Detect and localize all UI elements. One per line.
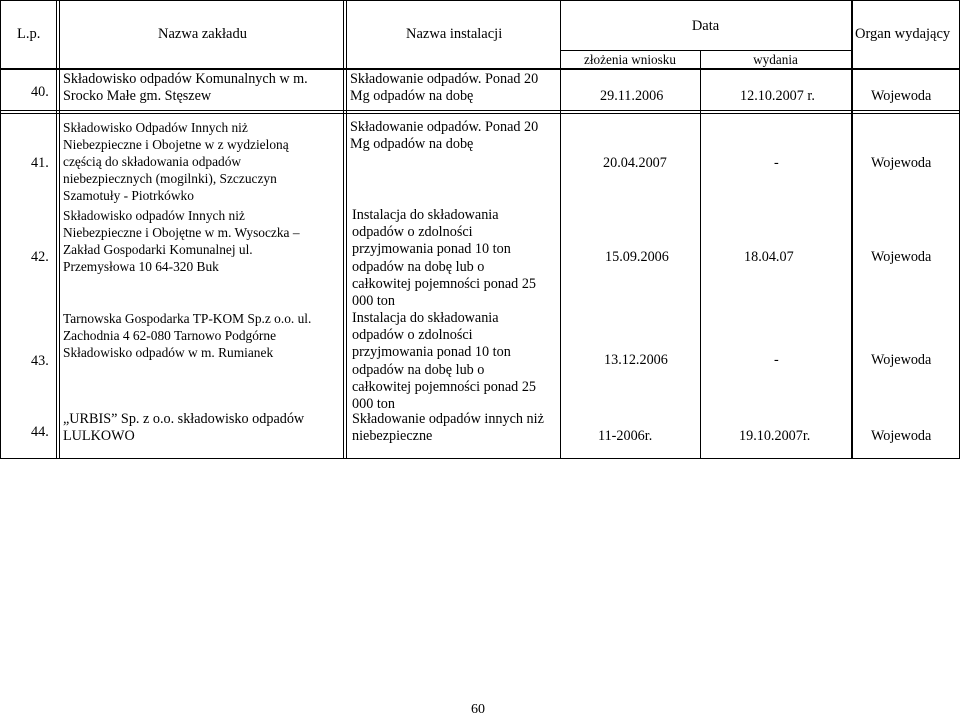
row-organ: Wojewoda xyxy=(871,428,932,444)
row-lp: 41. xyxy=(31,155,49,171)
header-lp: L.p. xyxy=(17,26,41,42)
header-nazwa-instalacji: Nazwa instalacji xyxy=(406,26,503,42)
row-nazwa-zakladu: Składowisko Odpadów Innych niż Niebezpieczne i Obojetne w z wydzieloną częścią do składowania odpadów niebezpiecznych (mogilnki), Szczuczyn Szamotuły - Piotrkówko xyxy=(63,120,289,203)
row-nazwa-zakladu: „URBIS” Sp. z o.o. składowisko odpadów LULKOWO xyxy=(63,411,305,445)
row-nazwa-instalacji: Składowanie odpadów. Ponad 20 Mg odpadów na dobę xyxy=(350,119,539,153)
row-organ: Wojewoda xyxy=(871,155,932,171)
row-nazwa-instalacji: Składowanie odpadów. Ponad 20 Mg odpadów na dobę xyxy=(350,71,539,105)
row-data-wydania: 12.10.2007 r. xyxy=(740,88,815,104)
row-data-zlozenia: 20.04.2007 xyxy=(603,155,667,171)
row-data-zlozenia: 15.09.2006 xyxy=(605,249,669,265)
row-lp: 42. xyxy=(31,249,49,265)
row-organ: Wojewoda xyxy=(871,249,932,265)
row-data-zlozenia: 11-2006r. xyxy=(598,428,653,444)
row-data-zlozenia: 13.12.2006 xyxy=(604,352,668,368)
row-data-zlozenia: 29.11.2006 xyxy=(600,88,664,104)
row-organ: Wojewoda xyxy=(871,352,932,368)
row-nazwa-zakladu: Składowisko odpadów Komunalnych w m. Srocko Małe gm. Stęszew xyxy=(63,71,308,105)
header-wydania: wydania xyxy=(753,52,798,67)
row-lp: 44. xyxy=(31,424,49,440)
page-number: 60 xyxy=(471,702,485,717)
row-data-wydania: - xyxy=(774,155,779,171)
row-nazwa-instalacji: Instalacja do składowania odpadów o zdolności przyjmowania ponad 10 ton odpadów na dobę lub o całkowitej pojemności ponad 25 000 ton xyxy=(352,310,537,413)
row-organ: Wojewoda xyxy=(871,88,932,104)
header-zlozenia-wniosku: złożenia wniosku xyxy=(584,52,676,67)
row-lp: 40. xyxy=(31,84,49,100)
row-lp: 43. xyxy=(31,353,49,369)
row-nazwa-zakladu: Składowisko odpadów Innych niż Niebezpieczne i Obojętne w m. Wysoczka – Zakład Gospodarki Komunalnej ul. Przemysłowa 10 64-320 Buk xyxy=(63,208,300,274)
header-organ-wydajacy: Organ wydający xyxy=(855,26,951,42)
header-nazwa-zakladu: Nazwa zakładu xyxy=(158,26,247,42)
row-nazwa-zakladu: Tarnowska Gospodarka TP-KOM Sp.z o.o. ul. Zachodnia 4 62-080 Tarnowo Podgórne Składowisko odpadów w m. Rumianek xyxy=(63,311,312,360)
row-data-wydania: 18.04.07 xyxy=(744,249,794,265)
row-data-wydania: 19.10.2007r. xyxy=(739,428,811,444)
header-data: Data xyxy=(691,18,720,34)
row-data-wydania: - xyxy=(774,352,779,368)
row-nazwa-instalacji: Instalacja do składowania odpadów o zdolności przyjmowania ponad 10 ton odpadów na dobę lub o całkowitej pojemności ponad 25 000 ton xyxy=(352,207,537,310)
row-nazwa-instalacji: Składowanie odpadów innych niż niebezpieczne xyxy=(352,411,544,445)
